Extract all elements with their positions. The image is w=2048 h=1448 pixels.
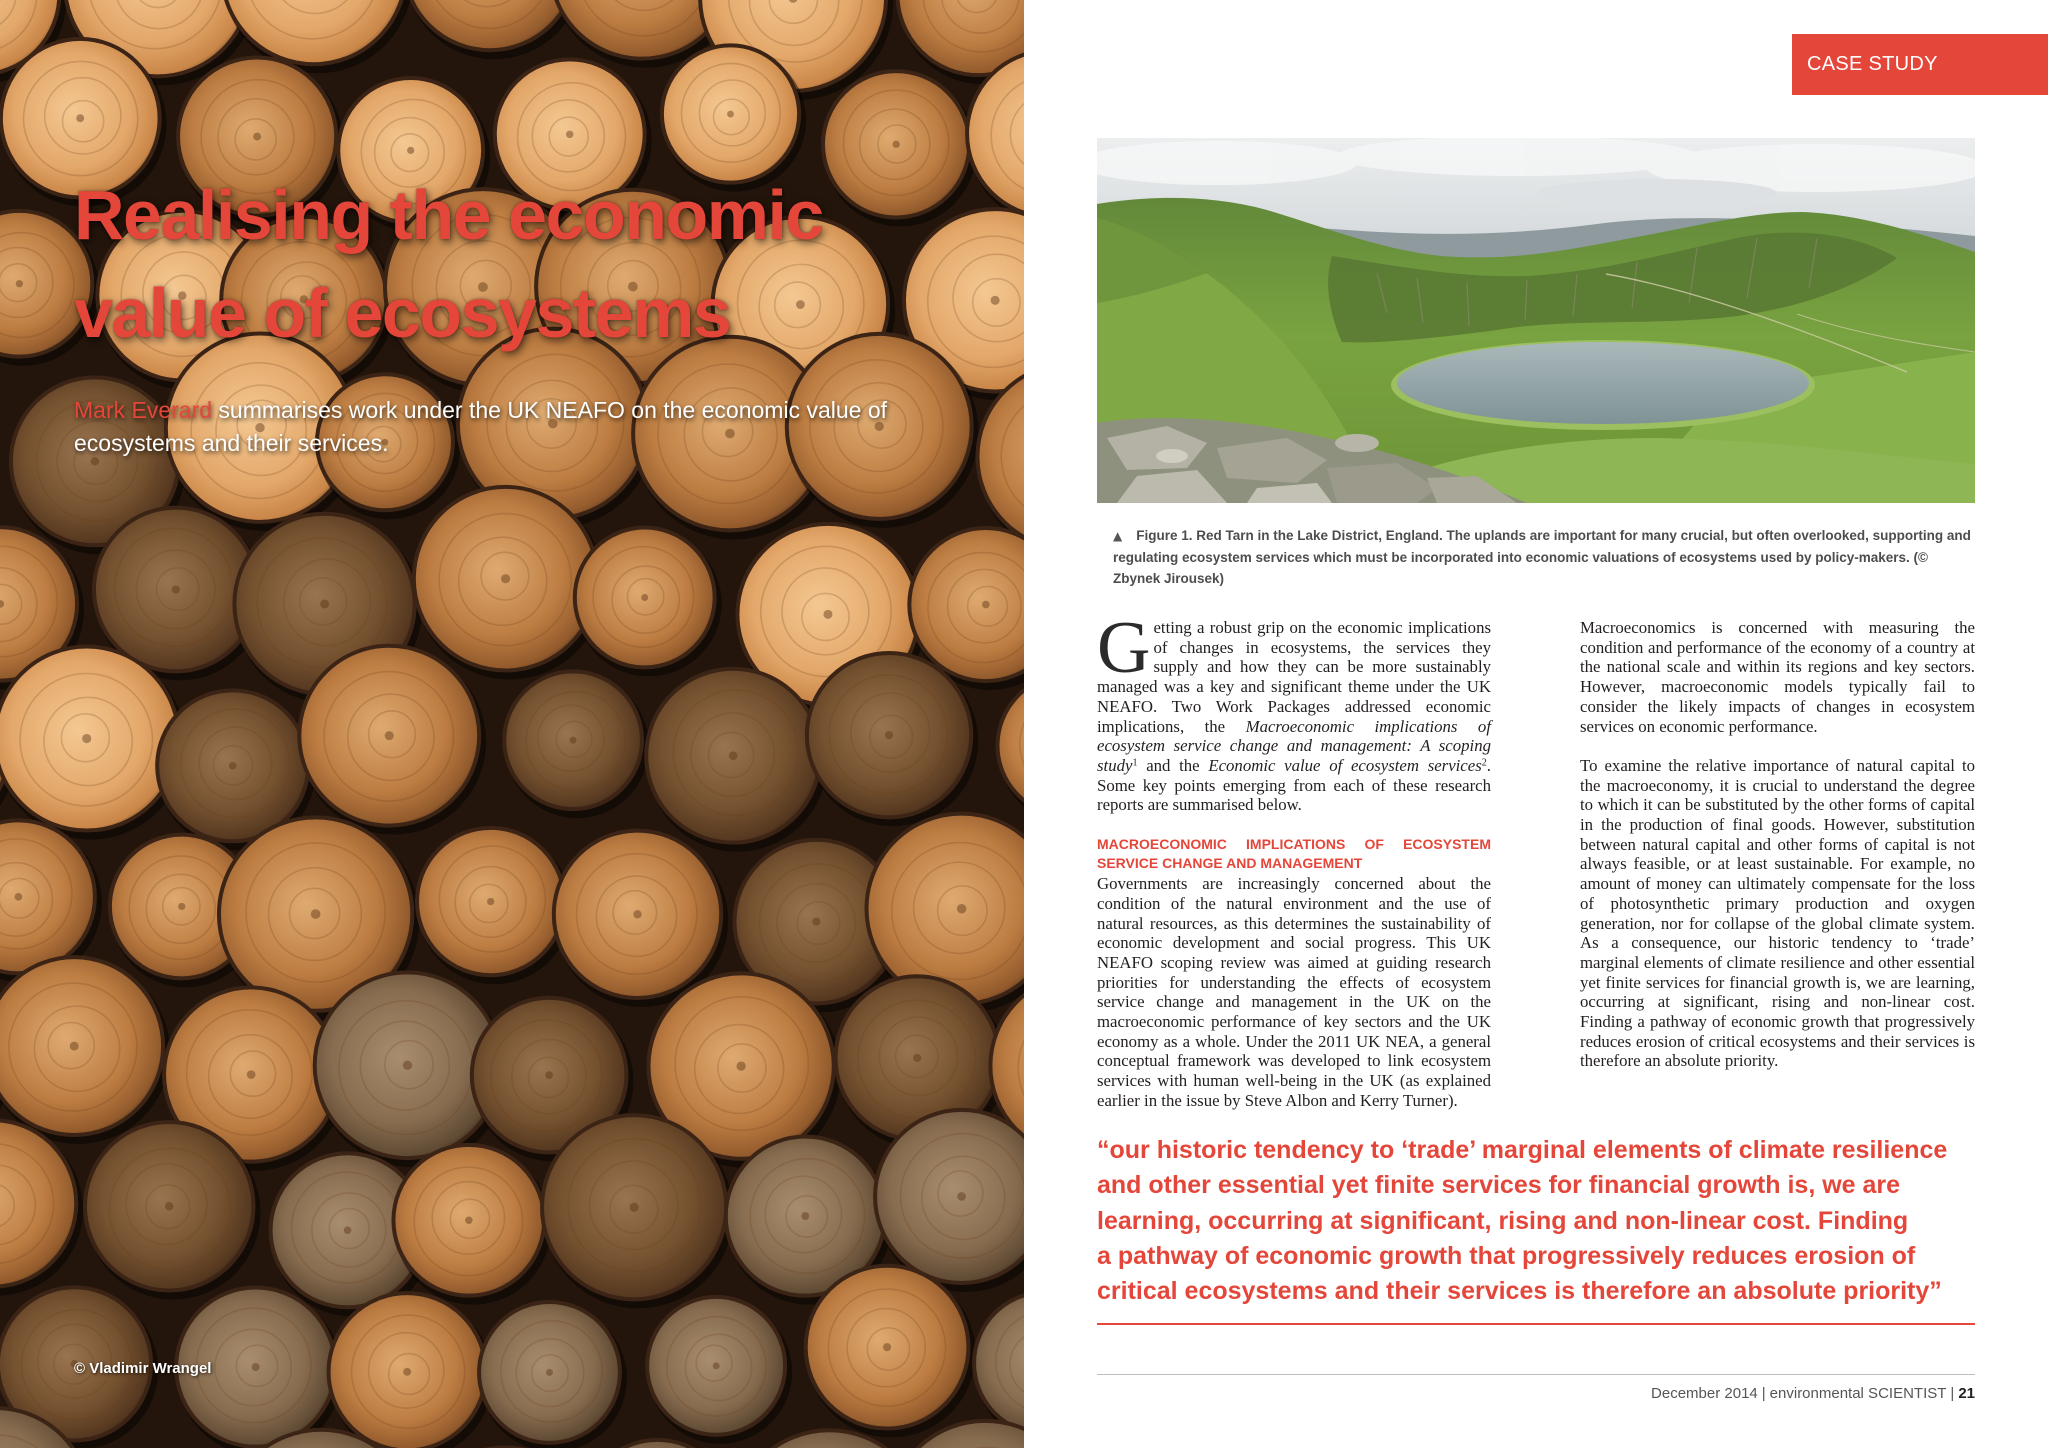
- figure-1-photo: [1097, 138, 1975, 503]
- log-pith: [823, 610, 832, 619]
- log-pith: [812, 918, 820, 926]
- footer-separator: |: [1950, 1385, 1955, 1402]
- log-pith: [320, 599, 329, 608]
- pull-quote-line: “our historic tendency to ‘trade’ marginal elements of climate resilience: [1097, 1136, 1948, 1164]
- log-pith: [570, 737, 577, 744]
- section-heading: MACROECONOMIC IMPLICATIONS OF ECOSYSTEM SERVICE CHANGE AND MANAGEMENT: [1097, 835, 1491, 872]
- log-pith: [991, 296, 1000, 305]
- triangle-up-icon: ▲: [1113, 529, 1123, 543]
- log-pith: [957, 1192, 966, 1201]
- footer-separator: |: [1761, 1385, 1766, 1402]
- publication-name: environmental SCIENTIST: [1769, 1385, 1947, 1402]
- log-pith: [385, 731, 394, 740]
- log-pith: [957, 904, 967, 914]
- intro-text-b: and the: [1137, 755, 1209, 775]
- log-pith: [641, 594, 648, 601]
- reference-1: 1: [1132, 757, 1138, 769]
- section-label-badge: CASE STUDY: [1792, 34, 2048, 95]
- log-pith: [501, 574, 510, 583]
- work-package-2-title: Economic value of ecosystem services: [1208, 755, 1482, 775]
- log-pith: [546, 1369, 553, 1376]
- log-pith: [913, 1054, 921, 1062]
- log-pith: [403, 1368, 411, 1376]
- pull-quote-rule: [1097, 1323, 1975, 1325]
- pull-quote-line: a pathway of economic growth that progressively reduces erosion of: [1097, 1241, 1916, 1270]
- log-pith: [630, 1203, 639, 1212]
- log-pith: [487, 898, 494, 905]
- log-pith: [883, 1343, 891, 1351]
- log-pith: [465, 1216, 473, 1224]
- log-pith: [344, 1226, 352, 1234]
- log-pith: [982, 601, 990, 609]
- opener-photo-credit: © Vladimir Wrangel: [74, 1360, 212, 1377]
- figure-caption: [1113, 525, 1971, 589]
- standfirst: [74, 394, 914, 460]
- log-pith: [737, 1061, 746, 1070]
- intro-text-c: . Some key points emerging from each of these research reports are summarised below.: [1097, 755, 1491, 815]
- pull-quote: [1097, 1133, 1975, 1309]
- intro-text-a: etting a robust grip on the economic implications of changes in ecosystems, the services they supply and how they can be more sustainably managed was a key and significant theme under the UK NEAFO. Two Work Packages addressed economic implications, the: [1097, 618, 1491, 736]
- article-column-left: [1097, 607, 1491, 1111]
- work-package-1-title: Macroeconomic implications of ecosystem service change and management: A scoping study: [1097, 716, 1491, 775]
- author-name: Mark Everard: [74, 397, 213, 423]
- log-pith: [252, 1363, 260, 1371]
- log-pith: [545, 1071, 553, 1079]
- log-pith: [70, 1042, 79, 1051]
- log-pith: [885, 731, 893, 739]
- log-pith: [178, 903, 185, 910]
- log-pith: [566, 131, 573, 138]
- log-pith: [15, 893, 23, 901]
- issue-date: December 2014: [1651, 1385, 1758, 1402]
- drop-cap: G: [1097, 607, 1151, 689]
- log-pith: [253, 133, 261, 141]
- page-footer: [1097, 1384, 1975, 1404]
- standfirst-text: summarises work under the UK NEAFO on the economic value of ecosystems and their services.: [74, 397, 887, 456]
- pull-quote-line: learning, occurring at significant, rising and non-linear cost. Finding: [1097, 1206, 1909, 1235]
- log-pith: [713, 1362, 720, 1369]
- log-pith: [16, 280, 23, 287]
- log-pith: [76, 114, 84, 122]
- article-column-right: [1580, 618, 1975, 1071]
- red-tarn-landscape: [1097, 138, 1975, 503]
- log-pith: [82, 734, 91, 743]
- log-pith: [247, 1070, 256, 1079]
- log-pith: [727, 111, 734, 118]
- log-pith: [407, 147, 414, 154]
- log-pith: [311, 909, 321, 919]
- footer-rule: [1097, 1374, 1975, 1375]
- intro-paragraph: [1097, 607, 1491, 815]
- log-pith: [801, 1212, 809, 1220]
- log-pith: [403, 1061, 412, 1070]
- lake: [1397, 342, 1809, 424]
- log-pith: [172, 585, 180, 593]
- body-paragraph: Macroeconomics is concerned with measuring the condition and performance of the economy of a country at the national scale and within its regions and key sectors. However, macroeconomic models typically fail to consider the likely impacts of changes in ecosystem services on economic performance.: [1580, 618, 1975, 736]
- pull-quote-line: critical ecosystems and their services is therefore an absolute priority”: [1097, 1277, 1942, 1306]
- body-paragraph: Governments are increasingly concerned about the condition of the natural environment and the use of natural resources, as this determines the sustainability of economic development and social progress. This UK NEAFO scoping review was aimed at guiding research priorities for understanding the effects of ecosystem service change and management in the UK on the macroeconomic performance of key sectors and the UK economy as a whole. Under the 2011 UK NEA, a general conceptual framework was developed to link ecosystem services with human well-being in the UK (as explained earlier in the issue by Steve Albon and Kerry Turner).: [1097, 874, 1491, 1110]
- page-number: 21: [1958, 1385, 1975, 1402]
- log-pith: [893, 141, 900, 148]
- log-pith: [229, 762, 237, 770]
- body-paragraph: To examine the relative importance of natural capital to the macroeconomy, it is crucial to understand the degree to which it can be substituted by the other forms of capital in the production of final goods. However, substitution between natural capital and other forms of capital is not always feasible, or at least sustainable. For example, no amount of money can ultimately compensate for the loss of photosynthetic primary production and oxygen generation, nor for collapse of the global climate system. As a consequence, our historic tendency to ‘trade’ marginal elements of climate resilience and other essential yet finite services for financial growth is, we are learning, occurring at significant, rising and non-linear cost. Finding a pathway of economic growth that progressively reduces erosion of critical ecosystems and their services is therefore an absolute priority.: [1580, 755, 1975, 1071]
- article-title: Realising the economic value of ecosystems: [74, 176, 823, 352]
- figure-caption-text: Figure 1. Red Tarn in the Lake District, England. The uplands are important for many crucial, but often overlooked, supporting and regulating ecosystem services which must be incorporated into economic valuations of ecosystems used by policy-makers. (© Zbynek Jirousek): [1113, 528, 1971, 586]
- pull-quote-line: and other essential yet finite services for financial growth is, we are: [1097, 1171, 1901, 1200]
- log-pith: [729, 751, 738, 760]
- reference-2: 2: [1481, 757, 1487, 769]
- log-pith: [633, 910, 641, 918]
- log-pith: [165, 1202, 173, 1210]
